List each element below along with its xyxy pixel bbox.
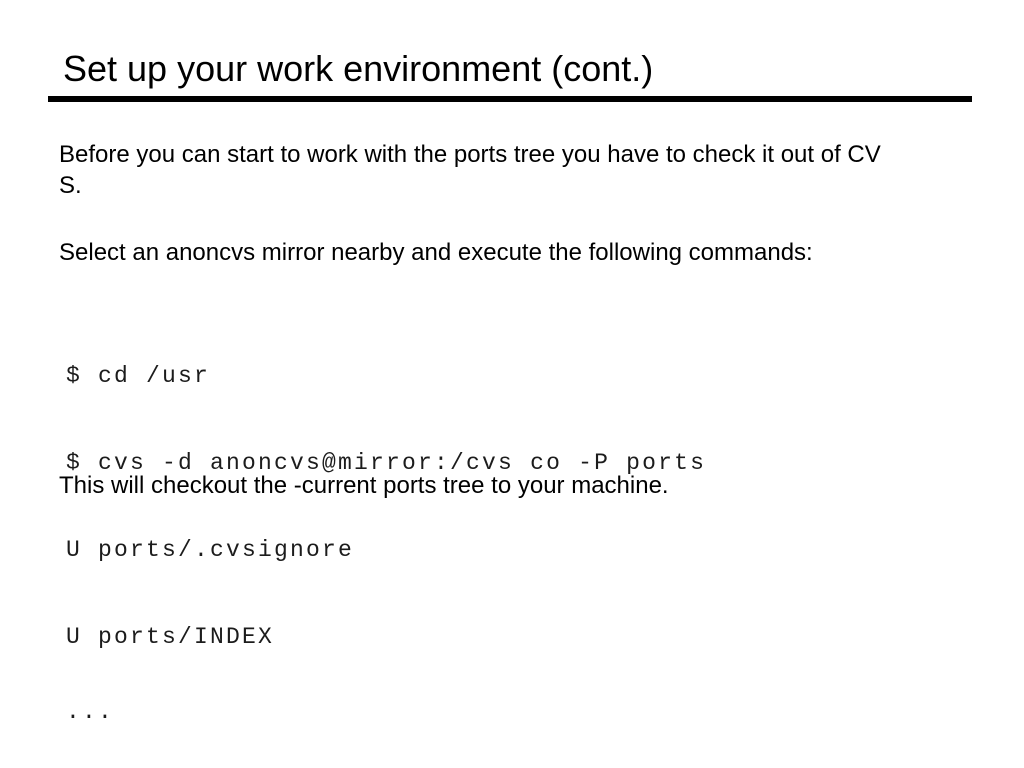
code-line-ellipsis: ... xyxy=(66,699,115,725)
code-line-cd: $ cd /usr xyxy=(66,363,211,389)
intro-line-2: S. xyxy=(59,172,82,199)
intro-paragraph xyxy=(59,139,881,201)
intro-line-1: Before you can start to work with the ports tree you have to check it out of CV xyxy=(59,141,881,168)
title-underline-rule xyxy=(48,96,972,102)
code-line-output-index: U ports/INDEX xyxy=(66,624,275,650)
code-line-output-cvsignore: U ports/.cvsignore xyxy=(66,537,355,563)
note-paragraph: This will checkout the -current ports tree to your machine. xyxy=(59,472,669,499)
code-line-cvs-checkout: $ cvs -d anoncvs@mirror:/cvs co -P ports xyxy=(66,450,707,476)
terminal-code-block xyxy=(66,304,706,768)
instruction-paragraph: Select an anoncvs mirror nearby and execute the following commands: xyxy=(59,239,813,266)
slide-title: Set up your work environment (cont.) xyxy=(63,48,654,89)
